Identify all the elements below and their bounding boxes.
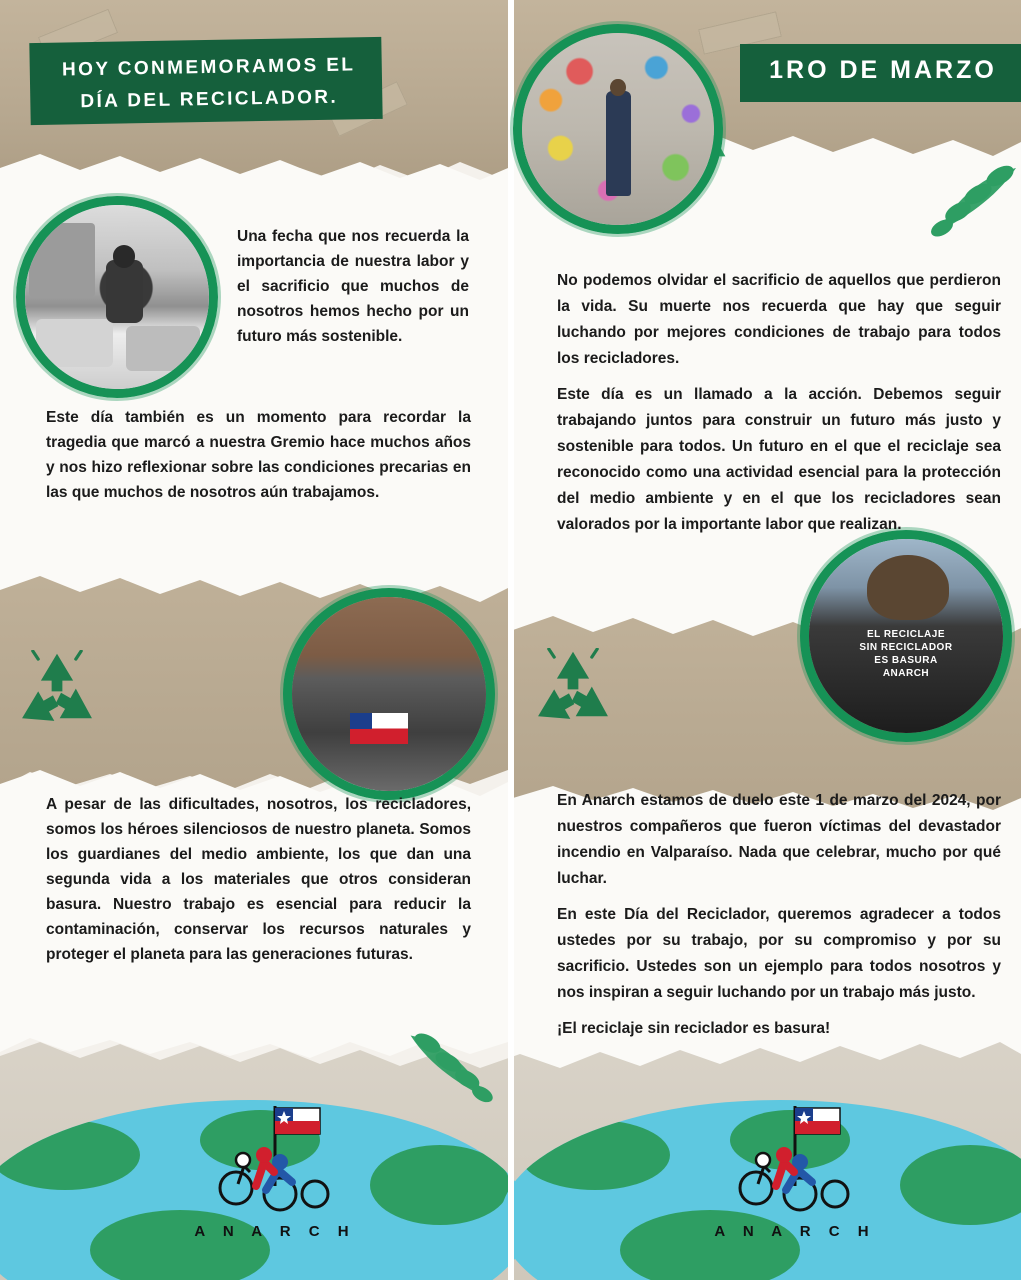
right-slogan: ¡El reciclaje sin reciclador es basura! [557, 1020, 831, 1037]
right-paragraph-2: Este día es un llamado a la acción. Debemos seguir trabajando juntos para construir un futuro más justo y sostenible para todos. Un futuro en el que el reciclaje sea reconocido como una actividad esencial para la protección del medio ambiente y en el que los recicladores sean valorados por la importante labor que realizan. [557, 386, 1001, 533]
right-paragraph-3: En Anarch estamos de duelo este 1 de marzo del 2024, por nuestros compañeros que fueron víctimas del devastador incendio en Valparaíso. Nada que celebrar, mucho por qué luchar. [557, 792, 1001, 887]
shirt-line-4: ANARCH [882, 668, 930, 680]
logo-wordmark: A N A R C H [714, 1223, 876, 1240]
shirt-line-2: SIN RECICLADOR [859, 642, 953, 654]
right-top-text-block [557, 268, 1001, 548]
recycle-icon [530, 648, 616, 733]
right-paragraph-4: En este Día del Reciclador, queremos agradecer a todos ustedes por su trabajo, por su compromiso y por su sacrificio. Ustedes son un ejemplo para todos nosotros y nos inspiran a seguir luchando por un trabajo más justo. [557, 906, 1001, 1001]
logo-wordmark: A N A R C H [194, 1223, 356, 1240]
recycle-icon [14, 650, 100, 735]
left-intro-text: Una fecha que nos recuerda la importancia de nuestra labor y el sacrificio que muchos de nosotros hemos hecho por un futuro más sostenible. [237, 228, 469, 345]
header-title-left: HOY CONMEMORAMOS EL DÍA DEL RECICLADOR. [61, 54, 356, 113]
photo-polera-anarch [800, 530, 1012, 742]
shirt-line-1: EL RECICLAJE [866, 629, 946, 641]
photo-montana-de-plasticos [513, 24, 723, 234]
left-paragraph-3: A pesar de las dificultades, nosotros, los recicladores, somos los héroes silenciosos de nuestro planeta. Somos los guardianes del medio ambiente, los que dan una segunda vida a los materiales que otros consideran basura. Nuestro trabajo es esencial para reducir la contaminación, conservar los recursos naturales y proteger el planeta para las generaciones futuras. [46, 796, 471, 963]
right-bottom-text-block [557, 788, 1001, 1052]
shirt-line-3: ES BASURA [874, 655, 938, 667]
photo-reciclador-sentado [16, 196, 218, 398]
leaf-sprig-icon [400, 1028, 510, 1118]
leaf-sprig-icon [916, 160, 1021, 255]
logo-anarch-right [700, 1100, 890, 1240]
right-paragraph-1: No podemos olvidar el sacrificio de aquellos que perdieron la vida. Su muerte nos recuerda que hay que seguir luchando por mejores condiciones de trabajo para todos los recicladores. [557, 272, 1001, 367]
photo-marcha-recicladores [283, 588, 495, 800]
logo-anarch-left [180, 1100, 370, 1240]
left-paragraph-2: Este día también es un momento para recordar la tragedia que marcó a nuestra Gremio hace muchos años y nos hizo reflexionar sobre las condiciones precarias en las que muchos de nosotros aún trabajamos. [46, 409, 471, 501]
header-title-right: 1RO DE MARZO [769, 56, 997, 84]
